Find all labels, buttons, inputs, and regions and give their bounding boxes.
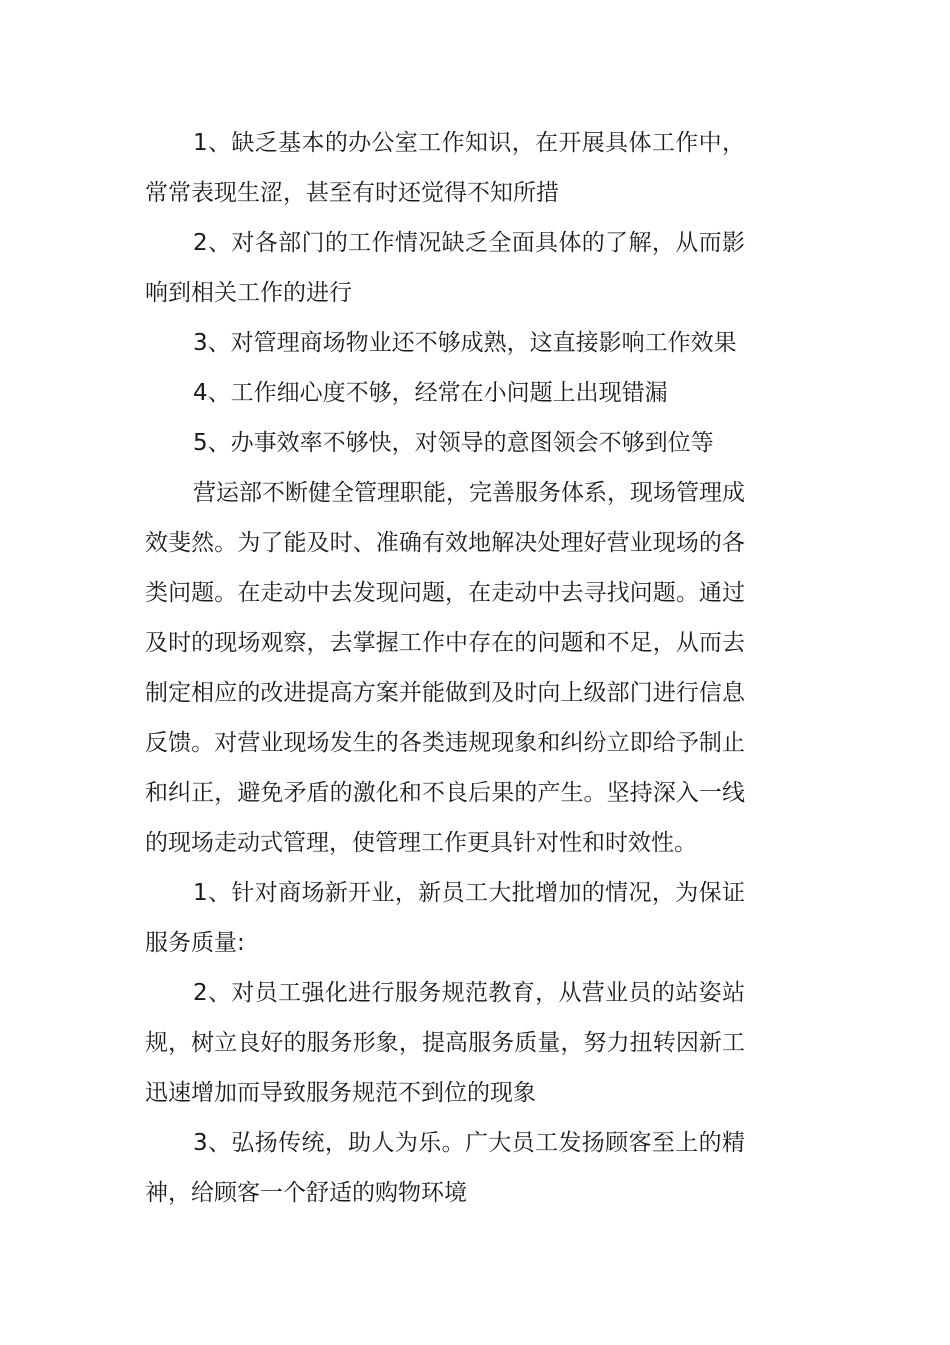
paragraph-6: 营运部不断健全管理职能，完善服务体系，现场管理成效斐然。为了能及时、准确有效地解决处理好营业现场的各类问题。在走动中去发现问题，在走动中去寻找问题。通过及时的现场观察，去掌握工作中存在的问题和不足，从而去制定相应的改进提高方案并能做到及时向上级部门进行信息反馈。对营业现场发生的各类违规现象和纠纷立即给予制止和纠正，避免矛盾的激化和不良后果的产生。坚持深入一线的现场走动式管理，使管理工作更具针对性和时效性。 <box>145 480 745 856</box>
paragraph-9: 3、弘扬传统，助人为乐。广大员工发扬顾客至上的精神，给顾客一个舒适的购物环境 <box>145 1130 745 1206</box>
paragraph-4: 4、工作细心度不够，经常在小问题上出现错漏 <box>193 380 668 406</box>
paragraph-5: 5、办事效率不够快，对领导的意图领会不够到位等 <box>193 430 714 456</box>
paragraph-3: 3、对管理商场物业还不够成熟，这直接影响工作效果 <box>193 330 737 356</box>
paragraph-8: 2、对员工强化进行服务规范教育，从营业员的站姿站规，树立良好的服务形象，提高服务质量，努力扭转因新工迅速增加而导致服务规范不到位的现象 <box>145 980 745 1106</box>
paragraph-7: 1、针对商场新开业，新员工大批增加的情况，为保证服务质量: <box>145 880 745 956</box>
paragraph-1: 1、缺乏基本的办公室工作知识，在开展具体工作中，常常表现生涩，甚至有时还觉得不知所措 <box>145 130 745 206</box>
document-body <box>145 118 745 1218</box>
paragraph-2: 2、对各部门的工作情况缺乏全面具体的了解，从而影响到相关工作的进行 <box>145 230 745 306</box>
